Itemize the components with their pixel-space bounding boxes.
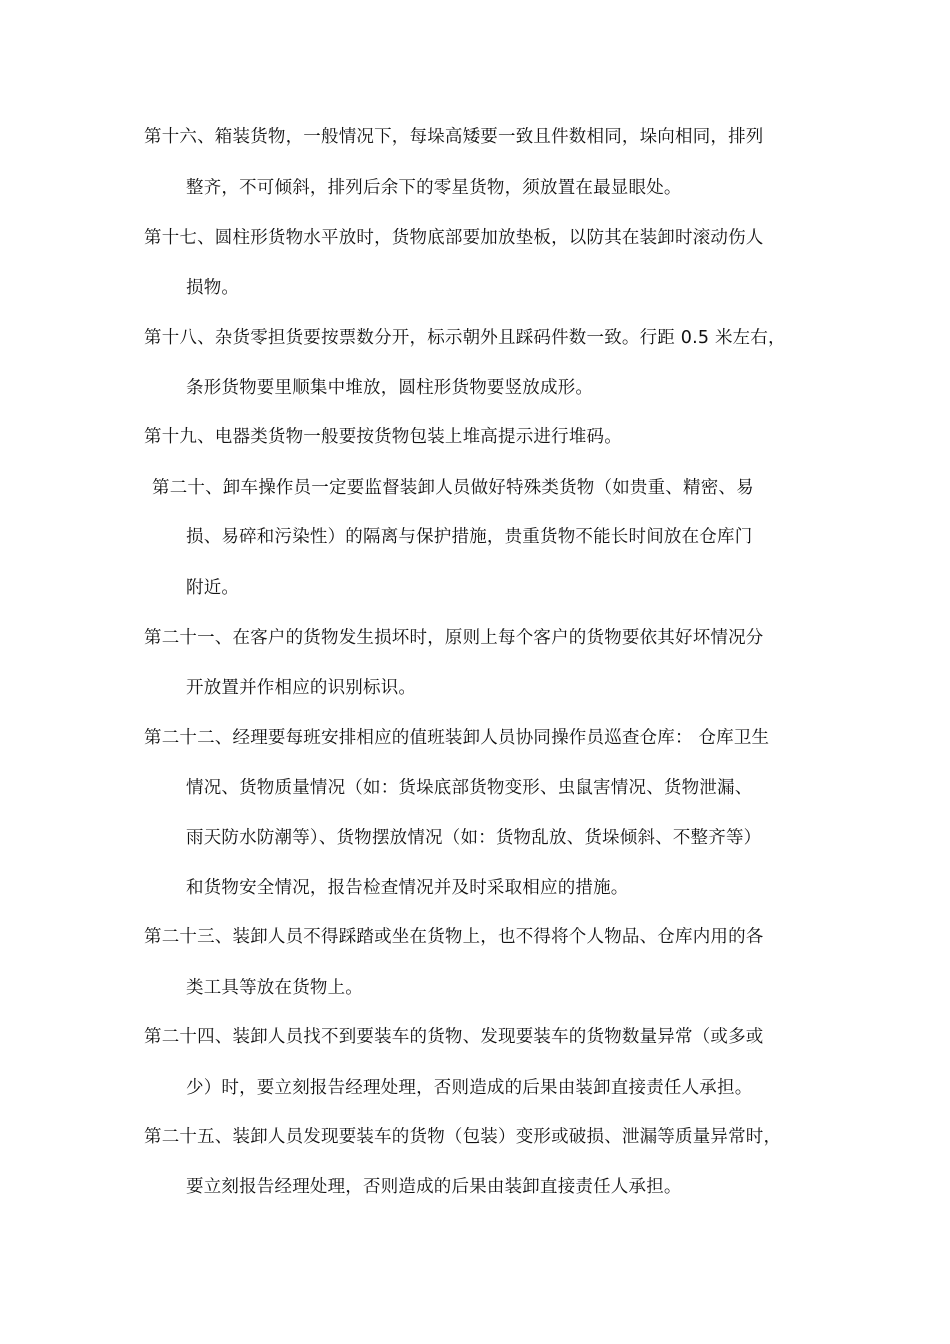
article-18-line-1: 第十八、杂货零担货要按票数分开，标示朝外且踩码件数一致。行距 0.5 米左右， [144, 328, 786, 348]
article-24-line-1: 第二十四、装卸人员找不到要装车的货物、发现要装车的货物数量异常（或多或 [144, 1027, 764, 1047]
article-22-line-4: 和货物安全情况，报告检查情况并及时采取相应的措施。 [186, 878, 629, 898]
article-20-line-1: 第二十、卸车操作员一定要监督装卸人员做好特殊类货物（如贵重、精密、易 [152, 478, 754, 498]
article-22-line-2: 情况、货物质量情况（如：货垛底部货物变形、虫鼠害情况、货物泄漏、 [186, 778, 753, 798]
article-19-line-1: 第十九、电器类货物一般要按货物包装上堆高提示进行堆码。 [144, 427, 622, 447]
article-24-line-2: 少）时，要立刻报告经理处理，否则造成的后果由装卸直接责任人承担。 [186, 1078, 753, 1098]
article-18-line-2: 条形货物要里顺集中堆放，圆柱形货物要竖放成形。 [186, 378, 594, 398]
article-23-line-2: 类工具等放在货物上。 [186, 978, 363, 998]
article-25-line-2: 要立刻报告经理处理，否则造成的后果由装卸直接责任人承担。 [186, 1177, 682, 1197]
article-16-line-2: 整齐，不可倾斜，排列后余下的零星货物，须放置在最显眼处。 [186, 178, 682, 198]
article-21-line-2: 开放置并作相应的识别标识。 [186, 678, 417, 698]
article-21-line-1: 第二十一、在客户的货物发生损坏时，原则上每个客户的货物要依其好坏情况分 [144, 628, 764, 648]
article-16-line-1: 第十六、箱装货物，一般情况下，每垛高矮要一致且件数相同，垛向相同，排列 [144, 127, 764, 147]
article-17-line-2: 损物。 [186, 278, 240, 298]
article-22-line-3: 雨天防水防潮等）、货物摆放情况（如：货物乱放、货垛倾斜、不整齐等） [186, 828, 762, 848]
article-23-line-1: 第二十三、装卸人员不得踩踏或坐在货物上，也不得将个人物品、仓库内用的各 [144, 927, 764, 947]
article-17-line-1: 第十七、圆柱形货物水平放时，货物底部要加放垫板，以防其在装卸时滚动伤人 [144, 228, 764, 248]
article-22-line-1: 第二十二、经理要每班安排相应的值班装卸人员协同操作员巡查仓库： 仓库卫生 [144, 728, 770, 748]
article-20-line-3: 附近。 [186, 578, 240, 598]
article-25-line-1: 第二十五、装卸人员发现要装车的货物（包装）变形或破损、泄漏等质量异常时， [144, 1127, 782, 1147]
article-20-line-2: 损、易碎和污染性）的隔离与保护措施，贵重货物不能长时间放在仓库门 [186, 527, 753, 547]
